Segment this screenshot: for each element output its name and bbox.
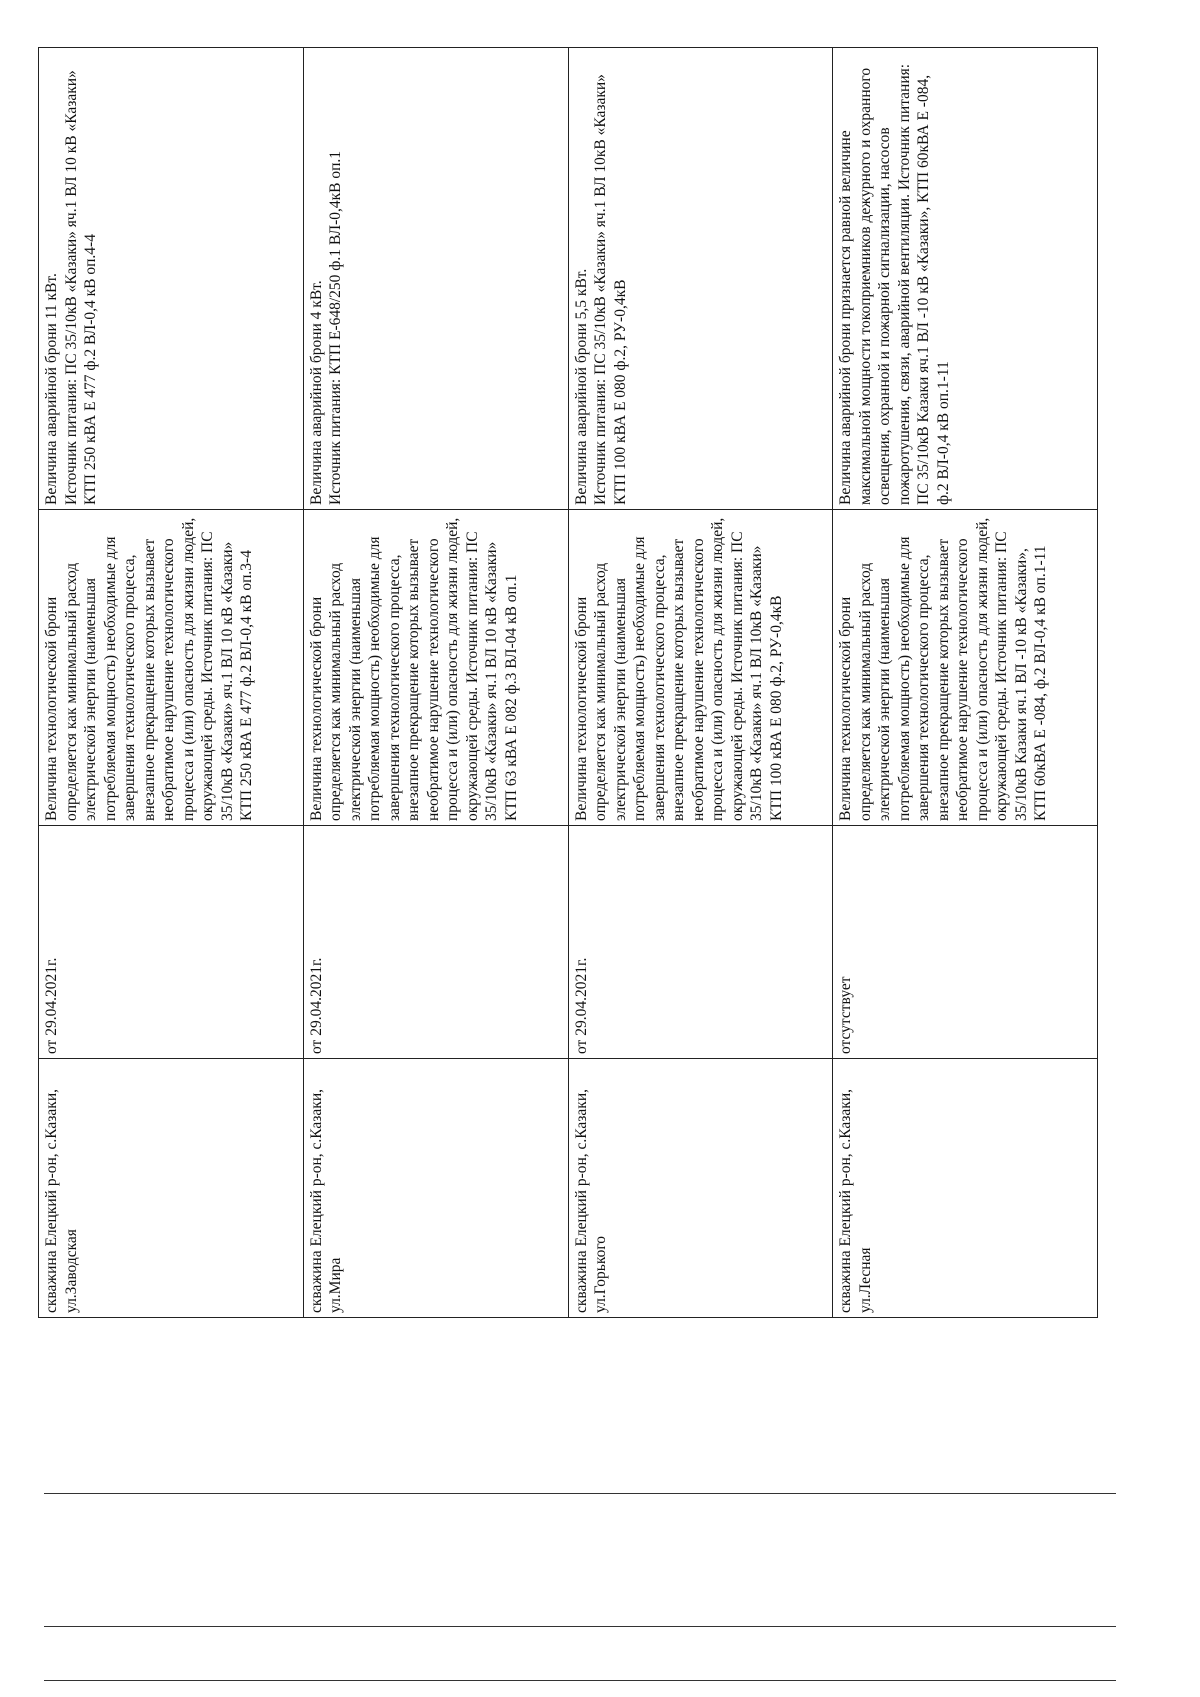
date-text: от 29.04.2021г. (307, 957, 325, 1054)
table-row (568, 48, 833, 1318)
date-cell (833, 826, 1098, 1059)
date-cell (39, 826, 304, 1059)
tech-reserve-cell (568, 510, 833, 826)
footer-rule (44, 1680, 1116, 1681)
location-text: скважина Елецкий р-он, с.Казаки, ул.Лесная (837, 1088, 874, 1313)
emergency-reserve-text: Величина аварийной брони 11 кВт. Источник питания: ПС 35/10кВ «Казаки» яч.1 ВЛ 10 кВ «Казаки» КТП 250 кВА Е 477 ф.2 ВЛ-0,4 кВ оп.4-4 (43, 70, 99, 505)
location-cell (568, 1059, 833, 1318)
tech-reserve-text: Величина технологической брони определяется как минимальный расход электрической энергии (наименьшая потребляемая мощность) необходимые для завершения технологического процесса, внезапное прекращение которых вызывает необратимое нарушение технологического процесса и (или) опасность для жизни людей, окружающей среды. Источник питания: ПС 35/10кВ «Казаки» яч.1 ВЛ 10 кВ «Казаки» КТП 63 кВА Е 082 ф.3 ВЛ-04 кВ оп.1 (307, 517, 520, 821)
tech-reserve-text: Величина технологической брони определяется как минимальный расход электрической энергии (наименьшая потребляемая мощность) необходимые для завершения технологического процесса, внезапное прекращение которых вызывает необратимое нарушение технологического процесса и (или) опасность для жизни людей, окружающей среды. Источник питания: ПС 35/10кВ Казаки яч.1 ВЛ -10 кВ «Казаки», КТП 60кВА Е -084, ф.2 ВЛ-0,4 кВ оп.1-11 (837, 517, 1050, 821)
tech-reserve-cell (303, 510, 568, 826)
location-cell (833, 1059, 1098, 1318)
emergency-reserve-cell (568, 48, 833, 510)
tech-reserve-text: Величина технологической брони определяется как минимальный расход электрической энергии (наименьшая потребляемая мощность) необходимые для завершения технологического процесса, внезапное прекращение которых вызывает необратимое нарушение технологического процесса и (или) опасность для жизни людей, окружающей среды. Источник питания: ПС 35/10кВ «Казаки» яч.1 ВЛ 10 кВ «Казаки» КТП 250 кВА Е 477 ф.2 ВЛ-0,4 кВ оп.3-4 (43, 517, 255, 821)
location-text: скважина Елецкий р-он, с.Казаки, ул.Мира (307, 1088, 345, 1313)
location-cell (39, 1059, 304, 1318)
table-row (833, 48, 1098, 1318)
rotated-table-wrapper (38, 48, 1098, 1318)
emergency-reserve-text: Величина аварийной брони 5,5 кВт. Источник питания: ПС 35/10кВ «Казаки» яч.1 ВЛ 10кВ «Казаки» КТП 100 кВА Е 080 ф.2, РУ-0,4кВ (572, 74, 629, 505)
footer-rule (44, 1626, 1116, 1627)
emergency-reserve-text: Величина аварийной брони 4 кВт. Источник питания: КТП Е-648/250 ф.1 ВЛ-0,4кВ оп.1 (307, 150, 345, 505)
location-text: скважина Елецкий р-он, с.Казаки, ул.Горького (572, 1088, 609, 1313)
date-text: отсутствует (837, 976, 855, 1054)
table-row (303, 48, 568, 1318)
date-text: от 29.04.2021г. (572, 957, 590, 1054)
tech-reserve-cell (833, 510, 1098, 826)
emergency-reserve-cell (39, 48, 304, 510)
location-cell (303, 1059, 568, 1318)
tech-reserve-cell (39, 510, 304, 826)
tech-reserve-text: Величина технологической брони определяется как минимальный расход электрической энергии (наименьшая потребляемая мощность) необходимые для завершения технологического процесса, внезапное прекращение которых вызывает необратимое нарушение технологического процесса и (или) опасность для жизни людей, окружающей среды. Источник питания: ПС 35/10кВ «Казаки» яч.1 ВЛ 10кВ «Казаки» КТП 100 кВА Е 080 ф.2, РУ-0,4кВ (572, 517, 785, 821)
date-cell (303, 826, 568, 1059)
emergency-reserve-text: Величина аварийной брони признается равной величине максимальной мощности токоприемников дежурного и охранного освещения, охранной и пожарной сигнализации, насосов пожаротушения, связи, аварийной вентиляции. Источник питания: ПС 35/10кВ Казаки яч.1 ВЛ -10 кВ «Казаки», КТП 60кВА Е -084, ф.2 ВЛ-0,4 кВ оп.1-11 (837, 63, 952, 505)
date-cell (568, 826, 833, 1059)
footer-rule (44, 1493, 1116, 1494)
date-text: от 29.04.2021г. (43, 957, 60, 1054)
emergency-reserve-cell (303, 48, 568, 510)
reserve-table (38, 47, 1098, 1318)
emergency-reserve-cell (833, 48, 1098, 510)
table-row (39, 48, 304, 1318)
location-text: скважина Елецкий р-он, с.Казаки, ул.Заводская (43, 1088, 80, 1313)
